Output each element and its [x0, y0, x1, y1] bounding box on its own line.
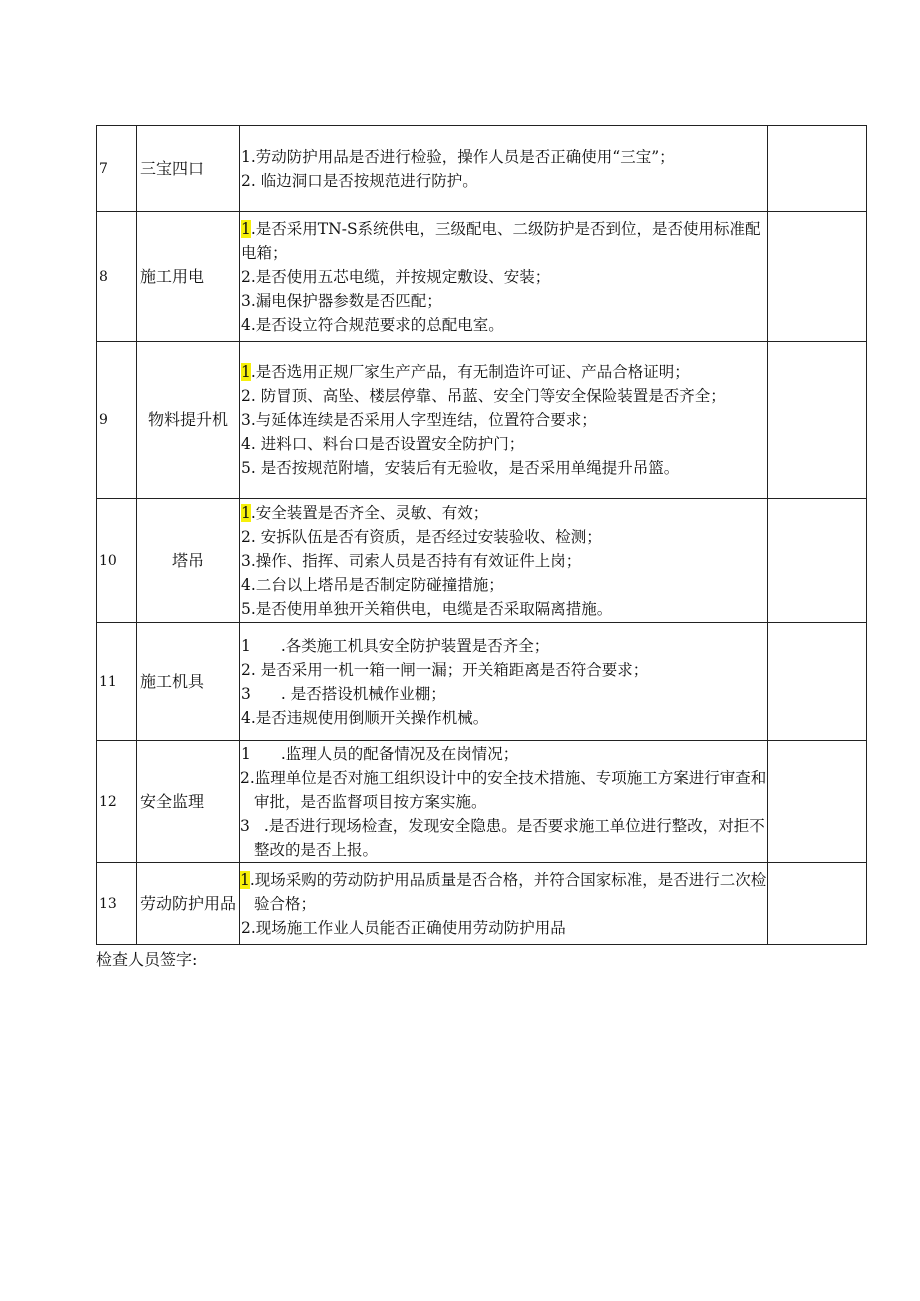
content-line: 3 .是否进行现场检查，发现安全隐患。是否要求施工单位进行整改，对拒不整改的是否上报。: [240, 816, 765, 859]
content-line: 2. 临边洞口是否按规范进行防护。: [241, 171, 478, 190]
highlight-mark: 1: [240, 870, 250, 889]
content-line: 1.现场采购的劳动防护用品质量是否合格，并符合国家标准，是否进行二次检验合格；: [240, 870, 767, 913]
content-line: 2. 安拆队伍是否有资质，是否经过安装验收、检测；: [241, 527, 602, 546]
table-row: [97, 212, 867, 342]
content-line: 3.操作、指挥、司索人员是否持有有效证件上岗；: [241, 551, 582, 570]
table-row: [97, 863, 867, 945]
content-line: 4.二台以上塔吊是否制定防碰撞措施；: [241, 575, 504, 594]
row-content: [240, 623, 768, 741]
row-number: 12: [97, 741, 137, 863]
content-line: 2. 防冒顶、高坠、楼层停靠、吊蓝、安全门等安全保险装置是否齐全；: [241, 387, 726, 405]
content-line: 5. 是否按规范附墙，安装后有无验收，是否采用单绳提升吊篮。: [241, 459, 680, 477]
row-content: [240, 212, 768, 342]
signature-label: 检查人员签字:: [96, 950, 198, 969]
row-number: 10: [97, 499, 137, 623]
row-number: 13: [97, 863, 137, 945]
result-cell[interactable]: [768, 342, 867, 499]
row-item: 物料提升机: [137, 342, 240, 499]
row-content: [240, 499, 768, 623]
content-line: 1.是否采用TN-S系统供电，三级配电、二级防护是否到位，是否使用标准配电箱；: [241, 219, 761, 262]
table-row: [97, 126, 867, 212]
content-line: 1 .各类施工机具安全防护装置是否齐全；: [241, 636, 550, 655]
table-row: [97, 342, 867, 499]
result-cell[interactable]: [768, 126, 867, 212]
row-content: [240, 741, 768, 863]
result-cell[interactable]: [768, 212, 867, 342]
result-cell[interactable]: [768, 741, 867, 863]
result-cell[interactable]: [768, 863, 867, 945]
row-item: 施工机具: [137, 623, 240, 741]
content-line: 1 .监理人员的配备情况及在岗情况；: [241, 744, 519, 763]
row-number: 9: [97, 342, 137, 499]
content-line: 4.是否违规使用倒顺开关操作机械。: [241, 708, 489, 727]
highlight-mark: 1: [241, 503, 251, 522]
content-line: 3.漏电保护器参数是否匹配；: [241, 291, 442, 310]
row-item: 劳动防护用品: [137, 863, 240, 945]
table-row: [97, 623, 867, 741]
row-content: [240, 342, 768, 499]
content-line: 1.安全装置是否齐全、灵敏、有效；: [241, 503, 489, 522]
content-line: 4. 进料口、料台口是否设置安全防护门；: [241, 435, 525, 453]
row-content: [240, 126, 768, 212]
content-line: 2.现场施工作业人员能否正确使用劳动防护用品: [241, 918, 566, 937]
row-content: [240, 863, 768, 945]
content-line: 1.劳动防护用品是否进行检验，操作人员是否正确使用“三宝”；: [241, 147, 675, 166]
content-line: 4.是否设立符合规范要求的总配电室。: [241, 315, 504, 334]
highlight-mark: 1: [241, 363, 251, 381]
row-item: 塔吊: [137, 499, 240, 623]
row-number: 8: [97, 212, 137, 342]
row-item: 施工用电: [137, 212, 240, 342]
content-line: 2.监理单位是否对施工组织设计中的安全技术措施、专项施工方案进行审查和审批，是否监督项目按方案实施。: [240, 768, 767, 811]
highlight-mark: 1: [241, 219, 251, 238]
table-row: [97, 499, 867, 623]
result-cell[interactable]: [768, 499, 867, 623]
content-line: 2.是否使用五芯电缆，并按规定敷设、安装；: [241, 267, 551, 286]
content-line: 3.与延体连续是否采用人字型连结，位置符合要求；: [241, 411, 597, 429]
row-number: 7: [97, 126, 137, 212]
inspection-table: [96, 125, 867, 945]
table-row: [97, 741, 867, 863]
result-cell[interactable]: [768, 623, 867, 741]
row-item: 安全监理: [137, 741, 240, 863]
content-line: 2. 是否采用一机一箱一闸一漏；开关箱距离是否符合要求；: [241, 660, 649, 679]
content-line: 3 . 是否搭设机械作业棚；: [241, 684, 446, 703]
content-line: 5.是否使用单独开关箱供电，电缆是否采取隔离措施。: [241, 599, 613, 618]
row-item: 三宝四口: [137, 126, 240, 212]
content-line: 1.是否选用正规厂家生产产品，有无制造许可证、产品合格证明；: [241, 363, 690, 381]
row-number: 11: [97, 623, 137, 741]
